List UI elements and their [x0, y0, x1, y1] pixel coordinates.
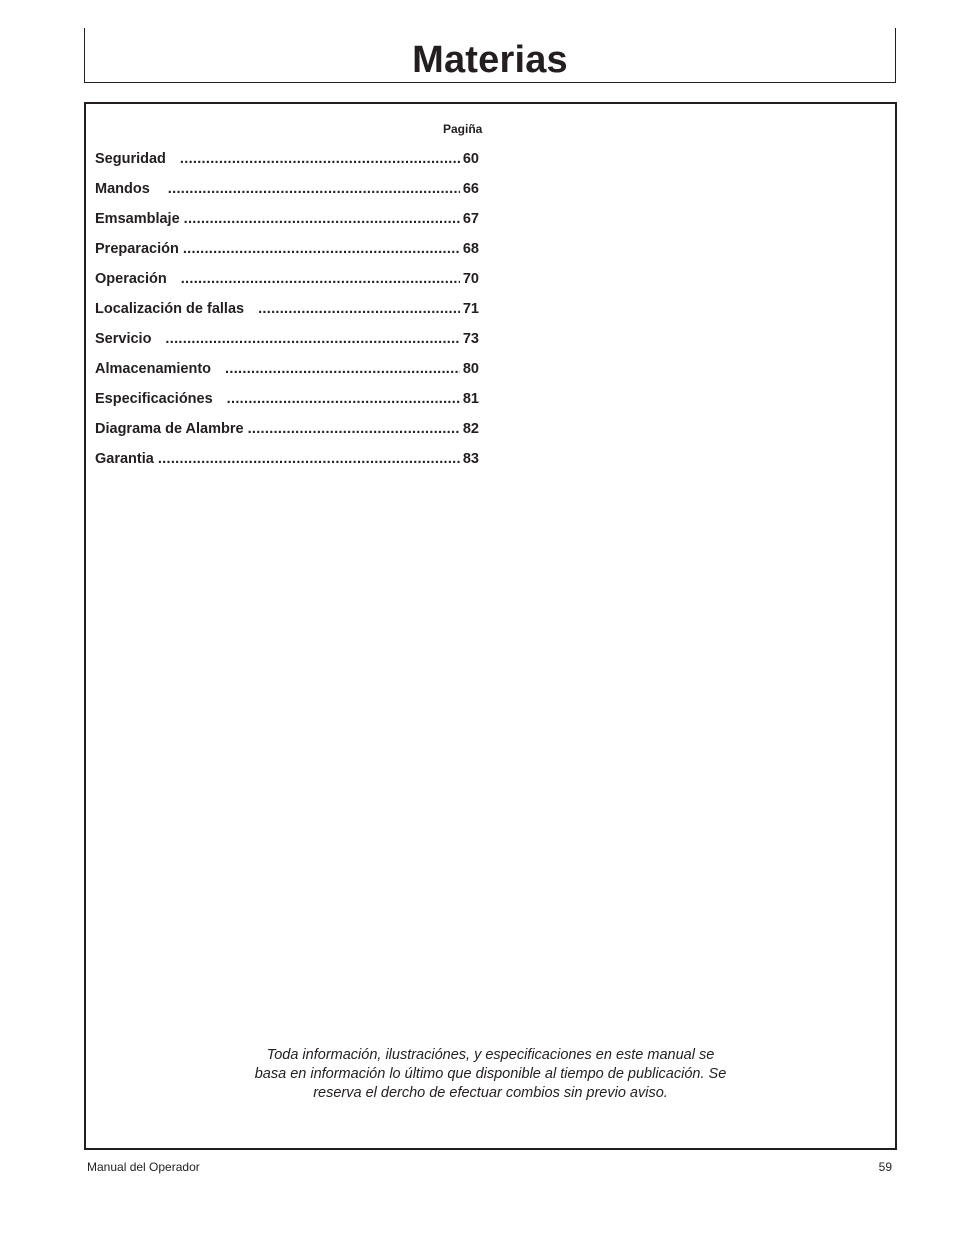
toc-item-operacion[interactable] — [95, 270, 479, 300]
page-title: Materias — [412, 39, 568, 81]
toc-leader-dots — [171, 270, 460, 288]
toc-item-garantia[interactable] — [95, 450, 479, 480]
toc-leader-dots — [155, 330, 459, 348]
toc-item-label: Localización de fallas — [95, 301, 245, 317]
toc-item-preparacion[interactable] — [95, 240, 479, 270]
toc-item-page: 81 — [462, 391, 479, 407]
toc-item-diagrama-de-alambre[interactable] — [95, 420, 479, 450]
toc-leader-dots — [158, 450, 460, 468]
toc-item-page: 60 — [462, 151, 479, 167]
toc-leader-dots — [217, 390, 460, 408]
toc-item-page: 82 — [462, 421, 479, 437]
page-column-header: Pagiña — [443, 122, 483, 136]
toc-item-label: Operación — [95, 271, 167, 287]
toc-leader-dots — [215, 360, 460, 378]
toc-item-page: 68 — [462, 241, 479, 257]
toc-item-page: 66 — [462, 181, 479, 197]
toc-item-label: Garantia — [95, 451, 154, 467]
title-box — [84, 28, 896, 83]
toc-item-label: Almacenamiento — [95, 361, 212, 377]
toc-item-label: Diagrama de Alambre — [95, 421, 244, 437]
toc-leader-dots — [184, 210, 460, 228]
toc-item-label: Emsamblaje — [95, 211, 180, 227]
toc-item-page: 73 — [462, 331, 479, 347]
toc-item-page: 70 — [462, 271, 479, 287]
toc-item-mandos[interactable] — [95, 180, 479, 210]
toc-item-almacenamiento[interactable] — [95, 360, 479, 390]
toc-item-page: 67 — [462, 211, 479, 227]
disclaimer-line: Toda información, ilustraciónes, y especificaciones en este manual se — [266, 1047, 715, 1063]
toc-item-label: Mandos — [95, 181, 150, 197]
toc-item-seguridad[interactable] — [95, 150, 479, 180]
disclaimer-line: reserva el dercho de efectuar combios sin previo aviso. — [313, 1085, 668, 1101]
toc-leader-dots — [248, 300, 460, 318]
content-box — [84, 102, 897, 1150]
toc-item-page: 80 — [462, 361, 479, 377]
toc-item-page: 83 — [462, 451, 479, 467]
toc-leader-dots — [170, 150, 460, 168]
footer-manual-name: Manual del Operador — [87, 1160, 200, 1174]
toc-item-label: Servicio — [95, 331, 152, 347]
toc-item-label: Preparación — [95, 241, 179, 257]
disclaimer-notice — [86, 1046, 895, 1103]
toc-leader-dots — [154, 180, 460, 198]
disclaimer-line: basa en información lo último que disponible al tiempo de publicación. Se — [254, 1066, 727, 1082]
toc-item-label: Especificaciónes — [95, 391, 213, 407]
toc-item-page: 71 — [462, 301, 479, 317]
footer-page-number: 59 — [878, 1160, 892, 1174]
toc-item-emsamblaje[interactable] — [95, 210, 479, 240]
toc-item-label: Seguridad — [95, 151, 166, 167]
toc-leader-dots — [183, 240, 460, 258]
toc-item-servicio[interactable] — [95, 330, 479, 360]
table-of-contents — [95, 150, 479, 480]
toc-item-especificaciones[interactable] — [95, 390, 479, 420]
toc-item-localizacion-de-fallas[interactable] — [95, 300, 479, 330]
toc-leader-dots — [248, 420, 460, 438]
